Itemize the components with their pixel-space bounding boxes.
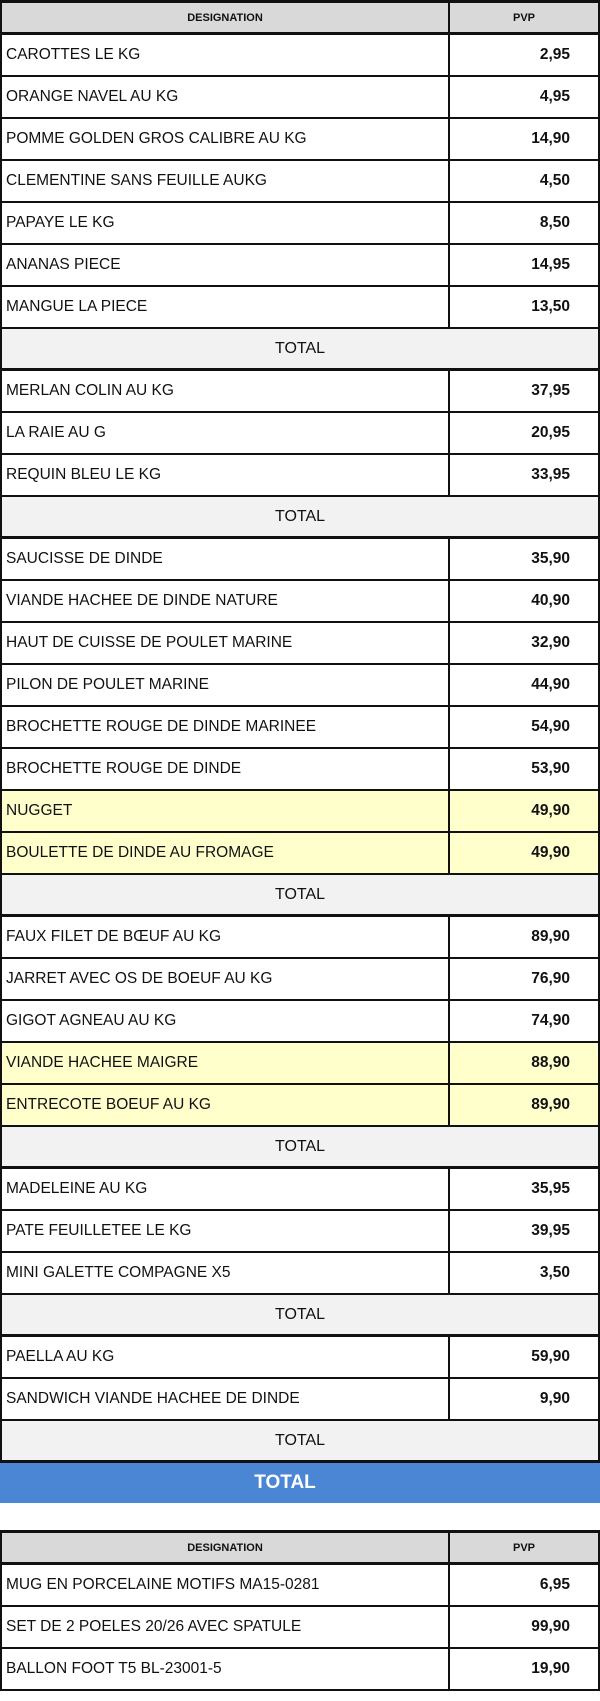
- table-row: [0, 539, 600, 581]
- item-designation: SAUCISSE DE DINDE: [2, 539, 450, 579]
- table-row: [0, 623, 600, 665]
- subtotal-row: [0, 1127, 600, 1169]
- table-header: [0, 0, 600, 35]
- item-designation: PATE FEUILLETEE LE KG: [2, 1211, 450, 1251]
- grand-total-row: [0, 1463, 600, 1503]
- table-row: [0, 1565, 600, 1607]
- item-designation: MANGUE LA PIECE: [2, 287, 450, 327]
- item-price: 40,90: [531, 592, 570, 609]
- item-price: 89,90: [531, 928, 570, 945]
- item-designation: REQUIN BLEU LE KG: [2, 455, 450, 495]
- item-price: 8,50: [539, 214, 570, 231]
- item-designation: VIANDE HACHEE DE DINDE NATURE: [2, 581, 450, 621]
- item-designation: MADELEINE AU KG: [2, 1169, 450, 1209]
- item-price: 59,90: [531, 1348, 570, 1365]
- item-price: 4,50: [539, 172, 570, 189]
- item-designation: MUG EN PORCELAINE MOTIFS MA15-0281: [2, 1565, 450, 1605]
- item-designation: HAUT DE CUISSE DE POULET MARINE: [2, 623, 450, 663]
- table-row: [0, 287, 600, 329]
- subtotal-label: TOTAL: [274, 339, 326, 357]
- item-price: 88,90: [531, 1054, 570, 1071]
- item-price: 53,90: [531, 760, 570, 777]
- table-row: [0, 749, 600, 791]
- table-row: [0, 791, 600, 833]
- item-designation: NUGGET: [2, 791, 450, 831]
- subtotal-label: TOTAL: [274, 1305, 326, 1323]
- item-price: 76,90: [531, 970, 570, 987]
- designation-header: DESIGNATION: [2, 1533, 450, 1562]
- table-row: [0, 833, 600, 875]
- subtotal-row: [0, 1421, 600, 1463]
- item-designation: BOULETTE DE DINDE AU FROMAGE: [2, 833, 450, 873]
- table-row: [0, 455, 600, 497]
- table-row: [0, 77, 600, 119]
- table-row: [0, 1607, 600, 1649]
- table-row: [0, 917, 600, 959]
- item-designation: FAUX FILET DE BŒUF AU KG: [2, 917, 450, 957]
- table-row: [0, 1169, 600, 1211]
- table-row: [0, 203, 600, 245]
- item-price: 74,90: [531, 1012, 570, 1029]
- table-row: [0, 707, 600, 749]
- item-price: 35,90: [531, 550, 570, 567]
- pvp-header: PVP: [512, 11, 535, 24]
- subtotal-row: [0, 497, 600, 539]
- item-price: 19,90: [531, 1660, 570, 1677]
- subtotal-label: TOTAL: [274, 1137, 326, 1155]
- item-price: 32,90: [531, 634, 570, 651]
- item-designation: GIGOT AGNEAU AU KG: [2, 1001, 450, 1041]
- table-row: [0, 1649, 600, 1691]
- table-row: [0, 245, 600, 287]
- table-row: [0, 413, 600, 455]
- item-price: 6,95: [539, 1576, 570, 1593]
- item-designation: CAROTTES LE KG: [2, 35, 450, 75]
- table-row: [0, 1043, 600, 1085]
- subtotal-label: TOTAL: [274, 507, 326, 525]
- table-row: [0, 1001, 600, 1043]
- table-header: [0, 1530, 600, 1565]
- item-price: 3,50: [539, 1264, 570, 1281]
- grand-total-label: TOTAL: [254, 1472, 316, 1493]
- item-price: 2,95: [539, 46, 570, 63]
- pvp-header: PVP: [512, 1541, 535, 1554]
- item-price: 20,95: [531, 424, 570, 441]
- table-row: [0, 1337, 600, 1379]
- subtotal-label: TOTAL: [274, 1431, 326, 1449]
- item-designation: MINI GALETTE COMPAGNE X5: [2, 1253, 450, 1293]
- table-row: [0, 581, 600, 623]
- item-price: 35,95: [531, 1180, 570, 1197]
- item-designation: BALLON FOOT T5 BL-23001-5: [2, 1649, 450, 1689]
- item-designation: ANANAS PIECE: [2, 245, 450, 285]
- item-designation: POMME GOLDEN GROS CALIBRE AU KG: [2, 119, 450, 159]
- subtotal-row: [0, 1295, 600, 1337]
- item-price: 14,90: [531, 130, 570, 147]
- item-designation: PAELLA AU KG: [2, 1337, 450, 1377]
- table-row: [0, 371, 600, 413]
- table-row: [0, 1211, 600, 1253]
- item-price: 44,90: [531, 676, 570, 693]
- subtotal-label: TOTAL: [274, 885, 326, 903]
- item-designation: PAPAYE LE KG: [2, 203, 450, 243]
- item-designation: MERLAN COLIN AU KG: [2, 371, 450, 411]
- table-row: [0, 161, 600, 203]
- table-row: [0, 959, 600, 1001]
- subtotal-row: [0, 329, 600, 371]
- item-price: 89,90: [531, 1096, 570, 1113]
- item-designation: CLEMENTINE SANS FEUILLE AUKG: [2, 161, 450, 201]
- item-price: 37,95: [531, 382, 570, 399]
- item-price: 39,95: [531, 1222, 570, 1239]
- subtotal-row: [0, 875, 600, 917]
- table-row: [0, 665, 600, 707]
- item-designation: LA RAIE AU G: [2, 413, 450, 453]
- item-designation: JARRET AVEC OS DE BOEUF AU KG: [2, 959, 450, 999]
- item-designation: ORANGE NAVEL AU KG: [2, 77, 450, 117]
- table-row: [0, 1085, 600, 1127]
- item-designation: VIANDE HACHEE MAIGRE: [2, 1043, 450, 1083]
- item-price: 33,95: [531, 466, 570, 483]
- item-designation: SANDWICH VIANDE HACHEE DE DINDE: [2, 1379, 450, 1419]
- price-table-bazar: [0, 1530, 600, 1691]
- item-price: 4,95: [539, 88, 570, 105]
- table-row: [0, 1379, 600, 1421]
- item-designation: ENTRECOTE BOEUF AU KG: [2, 1085, 450, 1125]
- item-designation: BROCHETTE ROUGE DE DINDE: [2, 749, 450, 789]
- item-designation: PILON DE POULET MARINE: [2, 665, 450, 705]
- item-price: 49,90: [531, 844, 570, 861]
- table-row: [0, 119, 600, 161]
- item-designation: BROCHETTE ROUGE DE DINDE MARINEE: [2, 707, 450, 747]
- item-price: 9,90: [539, 1390, 570, 1407]
- table-row: [0, 1253, 600, 1295]
- designation-header: DESIGNATION: [2, 3, 450, 32]
- item-price: 14,95: [531, 256, 570, 273]
- table-row: [0, 35, 600, 77]
- item-price: 54,90: [531, 718, 570, 735]
- item-designation: SET DE 2 POELES 20/26 AVEC SPATULE: [2, 1607, 450, 1647]
- item-price: 49,90: [531, 802, 570, 819]
- item-price: 99,90: [531, 1618, 570, 1635]
- item-price: 13,50: [531, 298, 570, 315]
